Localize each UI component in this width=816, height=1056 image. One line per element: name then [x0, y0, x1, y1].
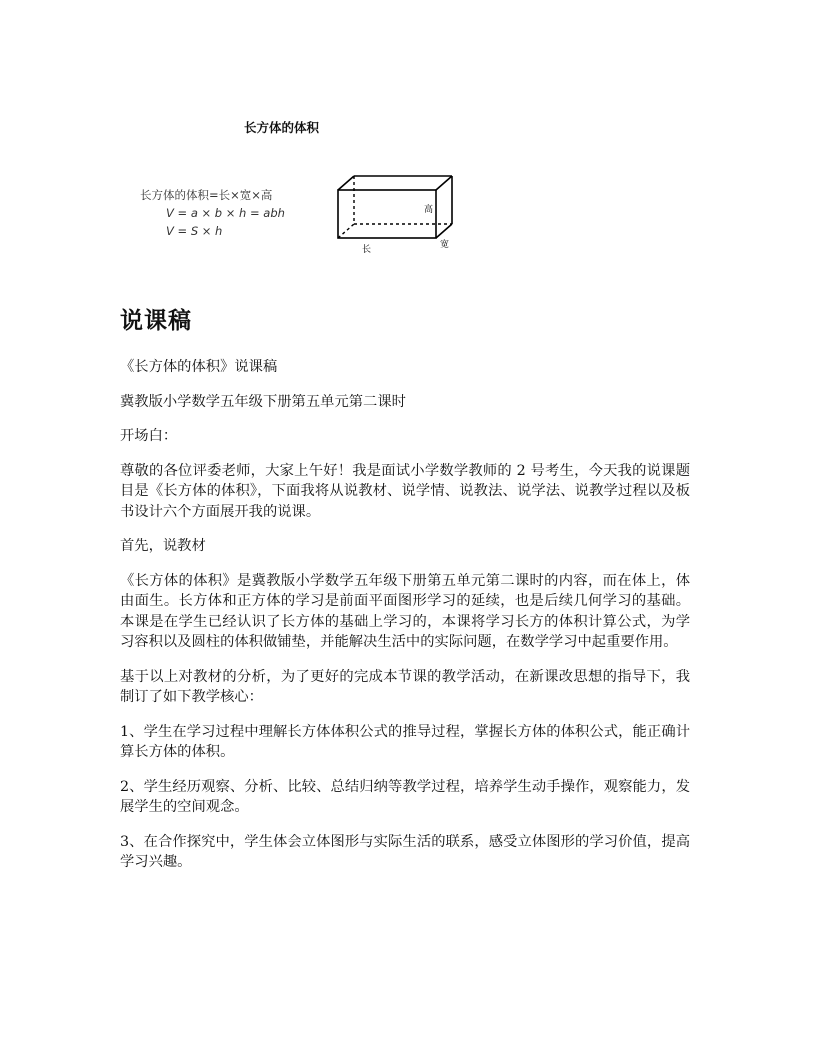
cuboid-diagram: [334, 172, 464, 258]
cuboid-front-face: [338, 190, 436, 238]
paragraph-goal-1: 1、学生在学习过程中理解长方体体积公式的推导过程，掌握长方体的体积公式，能正确计算长方体的体积。: [120, 723, 690, 760]
cuboid-bottom-right-edge: [436, 224, 452, 238]
paragraph-doc-title: 《长方体的体积》说课稿: [120, 359, 278, 375]
paragraph-course-info: 冀教版小学数学五年级下册第五单元第二课时: [120, 393, 406, 410]
paragraph-textbook-heading: 首先，说教材: [120, 538, 206, 554]
paragraph-opening: 尊敬的各位评委老师，大家上午好！我是面试小学数学教师的 2 号考生，今天我的说课题目是《长方体的体积》，下面我将从说教材、说学情、说教法、说学法、说教学过程以及板书设计六个方面展开我的说课。: [120, 462, 690, 520]
cuboid-volume-figure: [136, 112, 466, 262]
formula-line-words: 长方体的体积=长×宽×高: [140, 188, 273, 202]
paragraph-goals-intro: 基于以上对教材的分析，为了更好的完成本节课的教学活动，在新课改思想的指导下，我制订了如下教学核心：: [120, 668, 690, 705]
label-width: 宽: [440, 240, 450, 250]
formula-line-abh: V = a × b × h = abh: [166, 206, 285, 220]
paragraph-goal-3: 3、在合作探究中，学生体会立体图形与实际生活的联系，感受立体图形的学习价值，提高学习兴趣。: [120, 833, 690, 870]
label-length: 长: [362, 245, 372, 255]
cuboid-top-right-edge: [436, 176, 452, 190]
volume-formula: [140, 186, 285, 240]
section-title: 说课稿: [120, 308, 192, 334]
paragraph-opening-label: 开场白：: [120, 428, 178, 444]
paragraph-goal-2: 2、学生经历观察、分析、比较、总结归纳等教学过程，培养学生动手操作，观察能力，发展学生的空间观念。: [120, 778, 690, 815]
label-height: 高: [424, 205, 434, 215]
cuboid-hidden-depth-edge: [338, 224, 354, 238]
cuboid-top-left-edge: [338, 176, 354, 190]
formula-line-sh: V = S × h: [166, 224, 223, 238]
figure-title: 长方体的体积: [244, 120, 320, 135]
document-body: [120, 357, 690, 887]
paragraph-textbook: 《长方体的体积》是冀教版小学数学五年级下册第五单元第二课时的内容，而在体上，体由面生。长方体和正方体的学习是前面平面图形学习的延续，也是后续几何学习的基础。本课是在学生已经认识了长方体的基础上学习的，本课将学习长方的体积计算公式，为学习容积以及圆柱的体积做铺垫，并能解决生活中的实际问题，在数学学习中起重要作用。: [120, 572, 690, 650]
